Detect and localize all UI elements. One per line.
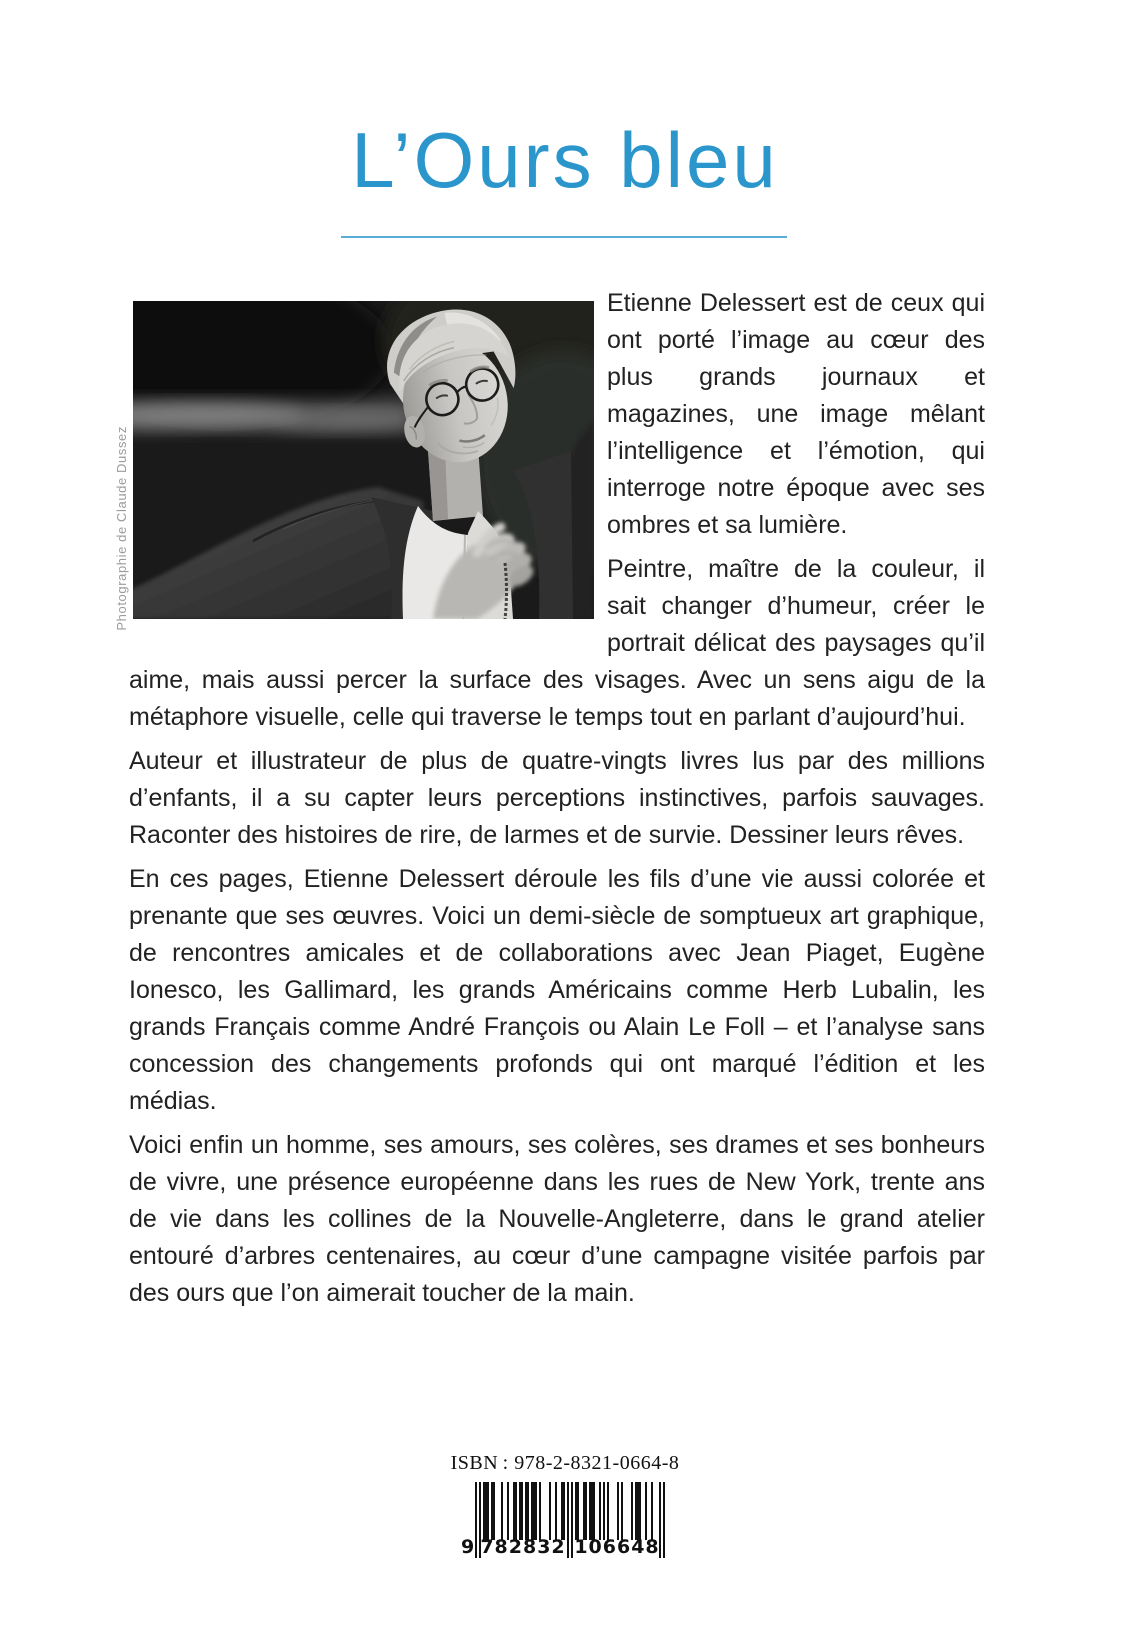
barcode-digits [461, 1536, 669, 1558]
barcode-digit-group2: 106648 [574, 1536, 660, 1558]
barcode-digit-first: 9 [461, 1536, 475, 1558]
paragraph-5: Voici enfin un homme, ses amours, ses colères, ses drames et ses bonheurs de vivre, une présence européenne dans les rues de New York, trente ans de vie dans les collines de la Nouvelle-Angleterre, dans le grand atelier entouré d’arbres centenaires, au cœur d’une campagne visitée parfois par des ours que l’on aimerait toucher de la main. [129, 1131, 985, 1307]
paragraph-3: Auteur et illustrateur de plus de quatre-vingts livres lus par des millions d’enfants, il a su capter leurs perceptions instinctives, parfois sauvages. Raconter des histoires de rire, de larmes et de survie. Dessiner leurs rêves. [129, 747, 985, 849]
photo-credit: Photographie de Claude Dussez [114, 426, 129, 631]
barcode [461, 1482, 669, 1562]
page-title: L’Ours bleu [351, 116, 779, 204]
paragraph-2: Peintre, maître de la couleur, il sait changer d’humeur, créer le portrait délicat des paysages qu’il aime, mais aussi percer la surface des visages. Avec un sens aigu de la métaphore visuelle, celle qui traverse le temps tout en parlant d’aujourd’hui. [129, 555, 985, 731]
title-underline [341, 236, 787, 238]
photo-block [114, 285, 594, 653]
paragraph-4: En ces pages, Etienne Delessert déroule les fils d’une vie aussi colorée et prenante que ses œuvres. Voici un demi-siècle de somptueux art graphique, de rencontres amicales et de collaborations avec Jean Piaget, Eugène Ionesco, les Gallimard, les grands Américains comme Herb Lubalin, les grands Français comme André François ou Alain Le Foll – et l’analyse sans concession des changements profonds qui ont marqué l’édition et les médias. [129, 865, 985, 1115]
paragraph-1: Etienne Delessert est de ceux qui ont porté l’image au cœur des plus grands journaux et magazines, une image mêlant l’intelligence et l’émotion, qui interroge notre époque avec ses ombres et sa lumière. [607, 289, 985, 539]
barcode-digit-group1: 782832 [480, 1536, 566, 1558]
portrait-photo-illustration [133, 301, 594, 619]
body-text [114, 285, 985, 1319]
portrait-photo [133, 301, 594, 619]
isbn-label: ISBN : 978-2-8321-0664-8 [450, 1452, 680, 1474]
barcode-wrap [0, 1482, 1130, 1562]
